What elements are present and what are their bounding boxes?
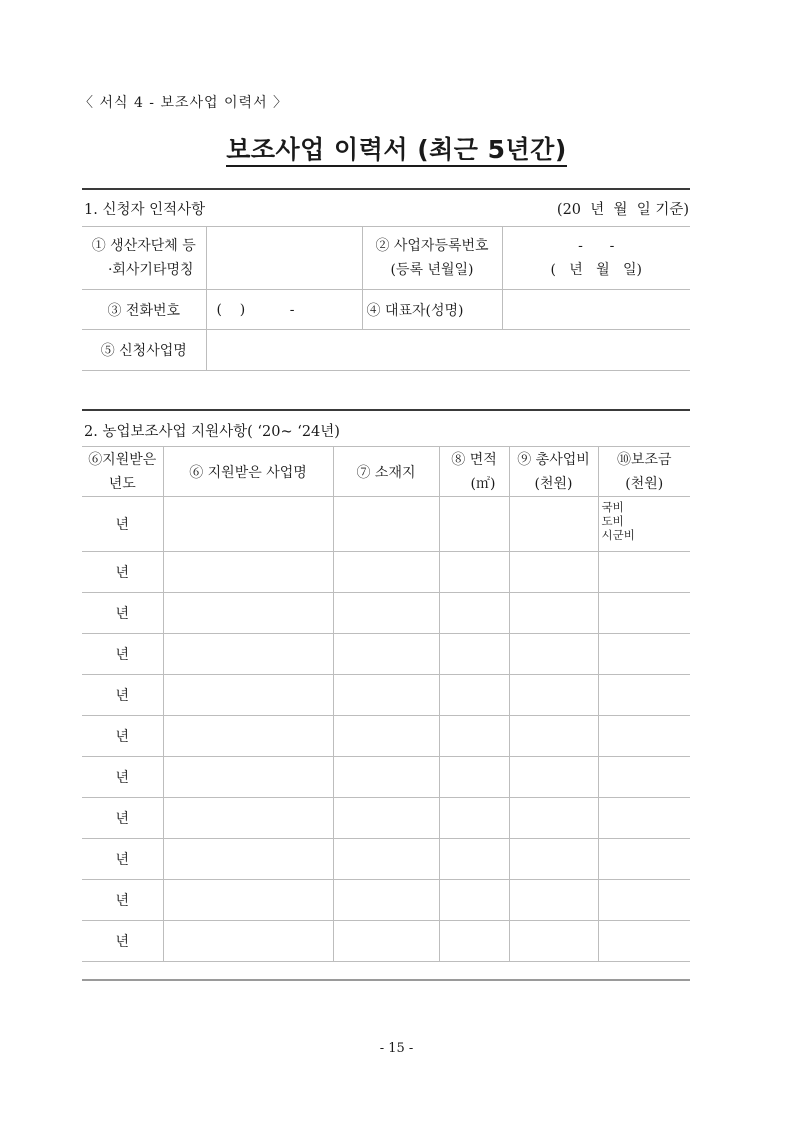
col-project-name: ⑥ 지원받은 사업명 — [163, 447, 333, 497]
area-cell[interactable] — [439, 593, 509, 634]
business-regno-label — [362, 227, 502, 290]
project-name-cell[interactable] — [163, 839, 333, 880]
total-cost-cell[interactable] — [509, 497, 598, 552]
table-row — [82, 757, 690, 798]
col-support-year — [82, 447, 163, 497]
subsidy-source-label: 국비 — [601, 500, 624, 514]
col-area-line2: (㎡) — [470, 475, 496, 492]
section1-top-rule — [82, 188, 690, 190]
project-name-field[interactable] — [206, 330, 690, 371]
area-cell[interactable] — [439, 552, 509, 593]
phone-label: ③ 전화번호 — [82, 290, 206, 330]
location-cell[interactable] — [333, 634, 439, 675]
table-row — [82, 552, 690, 593]
total-cost-cell[interactable] — [509, 921, 598, 962]
year-cell[interactable]: 년 — [82, 839, 163, 880]
project-name-cell[interactable] — [163, 593, 333, 634]
subsidy-cell[interactable] — [598, 552, 690, 593]
page-title — [0, 130, 793, 166]
year-cell[interactable]: 년 — [82, 757, 163, 798]
phone-field[interactable]: ( ) - — [206, 290, 362, 330]
location-cell[interactable] — [333, 880, 439, 921]
total-cost-cell[interactable] — [509, 839, 598, 880]
subsidy-cell[interactable] — [598, 798, 690, 839]
location-cell[interactable] — [333, 497, 439, 552]
area-cell[interactable] — [439, 757, 509, 798]
location-cell[interactable] — [333, 921, 439, 962]
project-name-cell[interactable] — [163, 497, 333, 552]
table-row — [82, 798, 690, 839]
business-regno-label-line2: (등록 년월일) — [390, 262, 474, 278]
applicant-row-1 — [82, 227, 690, 290]
area-cell[interactable] — [439, 880, 509, 921]
applicant-row-2 — [82, 290, 690, 330]
subsidy-cell[interactable] — [598, 593, 690, 634]
subsidy-cell[interactable] — [598, 716, 690, 757]
representative-field[interactable] — [502, 290, 690, 330]
year-cell[interactable]: 년 — [82, 716, 163, 757]
location-cell[interactable] — [333, 839, 439, 880]
year-cell[interactable]: 년 — [82, 675, 163, 716]
section1-basis-date: (20 년 월 일 기준) — [556, 202, 689, 218]
col-subsidy-line1: ⑩보조금 — [616, 451, 672, 468]
area-cell[interactable] — [439, 675, 509, 716]
project-name-cell[interactable] — [163, 880, 333, 921]
applicant-info-table — [82, 226, 690, 371]
section2-heading: 2. 농업보조사업 지원사항( ‘20~ ‘24년) — [84, 424, 340, 440]
subsidy-cell[interactable] — [598, 634, 690, 675]
total-cost-cell[interactable] — [509, 634, 598, 675]
page-title-text: 보조사업 이력서 (최근 5년간) — [226, 135, 567, 167]
col-total-cost-line1: ⑨ 총사업비 — [517, 451, 590, 468]
table-row — [82, 634, 690, 675]
area-cell[interactable] — [439, 634, 509, 675]
project-name-cell[interactable] — [163, 798, 333, 839]
location-cell[interactable] — [333, 798, 439, 839]
location-cell[interactable] — [333, 757, 439, 798]
subsidy-cell[interactable] — [598, 497, 690, 552]
project-name-cell[interactable] — [163, 716, 333, 757]
location-cell[interactable] — [333, 716, 439, 757]
col-support-year-line2: 년도 — [108, 475, 136, 492]
col-total-cost — [509, 447, 598, 497]
table-row — [82, 880, 690, 921]
subsidy-source-label: 도비 — [601, 514, 624, 528]
area-cell[interactable] — [439, 798, 509, 839]
location-cell[interactable] — [333, 552, 439, 593]
project-name-cell[interactable] — [163, 921, 333, 962]
col-subsidy-line2: (천원) — [625, 475, 664, 492]
year-cell[interactable]: 년 — [82, 921, 163, 962]
support-history-table — [82, 446, 690, 962]
area-cell[interactable] — [439, 839, 509, 880]
total-cost-cell[interactable] — [509, 552, 598, 593]
col-total-cost-line2: (천원) — [534, 475, 573, 492]
year-cell[interactable]: 년 — [82, 593, 163, 634]
support-table-header — [82, 447, 690, 497]
business-regno-label-line1: ② 사업자등록번호 — [375, 238, 489, 254]
business-regno-field[interactable] — [502, 227, 690, 290]
subsidy-cell[interactable] — [598, 839, 690, 880]
table-row — [82, 593, 690, 634]
subsidy-source-label: 시군비 — [601, 528, 635, 542]
subsidy-cell[interactable] — [598, 921, 690, 962]
area-cell[interactable] — [439, 921, 509, 962]
table-row — [82, 497, 690, 552]
producer-name-label — [82, 227, 206, 290]
section2-bottom-rule — [82, 979, 690, 981]
location-cell[interactable] — [333, 593, 439, 634]
table-row — [82, 921, 690, 962]
total-cost-cell[interactable] — [509, 716, 598, 757]
business-regno-value: - - — [578, 238, 615, 254]
producer-name-field[interactable] — [206, 227, 362, 290]
project-name-cell[interactable] — [163, 757, 333, 798]
registration-date-value: ( 년 월 일) — [550, 262, 643, 278]
col-area — [439, 447, 509, 497]
year-cell[interactable]: 년 — [82, 880, 163, 921]
location-cell[interactable] — [333, 675, 439, 716]
col-support-year-line1: ⑥지원받은 — [88, 451, 157, 468]
year-cell[interactable]: 년 — [82, 798, 163, 839]
total-cost-cell[interactable] — [509, 757, 598, 798]
project-name-cell[interactable] — [163, 552, 333, 593]
section2-top-rule — [82, 409, 690, 411]
col-area-line1: ⑧ 면적 — [451, 451, 497, 468]
project-name-cell[interactable] — [163, 675, 333, 716]
producer-name-label-line2: ·회사기타명칭 — [107, 262, 194, 278]
table-row — [82, 675, 690, 716]
col-subsidy — [598, 447, 690, 497]
support-table-body — [82, 497, 690, 962]
area-cell[interactable] — [439, 716, 509, 757]
total-cost-cell[interactable] — [509, 675, 598, 716]
table-row — [82, 716, 690, 757]
subsidy-cell[interactable] — [598, 880, 690, 921]
year-cell[interactable]: 년 — [82, 552, 163, 593]
year-cell[interactable]: 년 — [82, 497, 163, 552]
col-location: ⑦ 소재지 — [333, 447, 439, 497]
subsidy-cell[interactable] — [598, 757, 690, 798]
page-number: - 15 - — [379, 1041, 414, 1056]
total-cost-cell[interactable] — [509, 798, 598, 839]
project-name-cell[interactable] — [163, 634, 333, 675]
project-name-label: ⑤ 신청사업명 — [82, 330, 206, 371]
total-cost-cell[interactable] — [509, 593, 598, 634]
producer-name-label-line1: ① 생산자단체 등 — [91, 238, 196, 254]
form-label: 〈 서식 4 - 보조사업 이력서 〉 — [79, 95, 289, 111]
applicant-row-3 — [82, 330, 690, 371]
area-cell[interactable] — [439, 497, 509, 552]
subsidy-cell[interactable] — [598, 675, 690, 716]
table-row — [82, 839, 690, 880]
section1-heading: 1. 신청자 인적사항 — [84, 202, 206, 218]
representative-label: ④ 대표자(성명) — [362, 290, 502, 330]
year-cell[interactable]: 년 — [82, 634, 163, 675]
total-cost-cell[interactable] — [509, 880, 598, 921]
